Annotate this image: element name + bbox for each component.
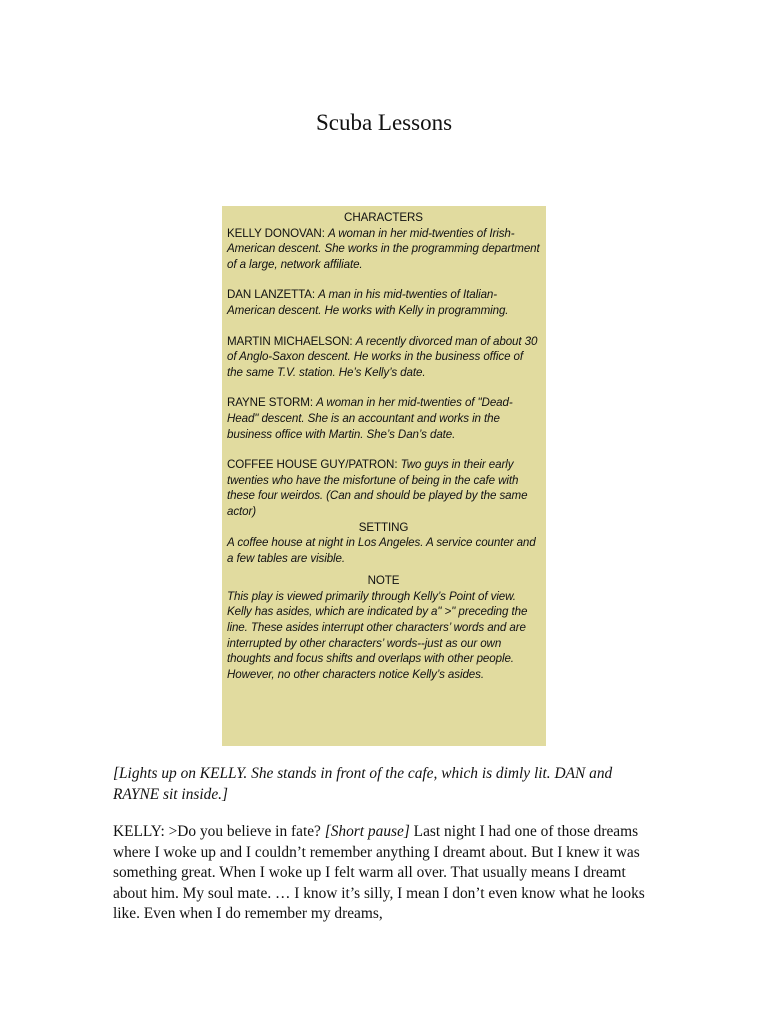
page-title: Scuba Lessons [315,110,453,135]
stage-pause: [Short pause] [324,823,410,840]
character-name: DAN LANZETTA: [227,288,319,302]
speaker-name: KELLY [113,823,161,840]
dialogue-paragraph [113,822,658,925]
note-heading: NOTE [367,574,400,588]
character-description: A woman in her mid-twenties of "Dead-Head" descent. She is an accountant and works in the business office with Martin. She’s Dan’s date. [227,396,513,441]
dialogue-text-rest: Last night I had one of those dreams where I woke up and I couldn’t remember anything I dreamt about. But I knew it was something great. When I woke up I felt warm all over. That usually means I dreamt about him. My soul mate. … I know it’s silly, I mean I don’t even know what he looks like. Even when I do remember my dreams, [113,823,645,923]
setting-heading: SETTING [358,520,409,534]
character-name: RAYNE STORM: [227,396,317,410]
characters-heading: CHARACTERS [344,211,423,224]
character-description: A woman in her mid-twenties of Irish-American descent. She works in the programming department of a large, network affiliate. [227,226,540,271]
character-name: MARTIN MICHAELSON: [227,334,356,348]
dialogue-text-open: : >Do you believe in fate? [160,823,325,840]
character-name: COFFEE HOUSE GUY/PATRON: [227,458,401,472]
character-entry [227,226,540,273]
character-entry [227,334,540,381]
setting-text: A coffee house at night in Los Angeles. A service counter and a few tables are visible. [227,536,536,565]
character-description: A recently divorced man of about 30 of Anglo-Saxon descent. He works in the business office of the same T.V. station. He’s Kelly’s date. [227,334,538,379]
note-text: This play is viewed primarily through Kelly’s Point of view. Kelly has asides, which are indicated by a" >" preceding the line. These asides interrupt other characters’ words and are interrupted by other characters’ words--just as our own thoughts and focus shifts and overlaps with other people. However, no other characters notice Kelly’s asides. [227,589,528,681]
character-list-box [222,206,546,746]
character-description: Two guys in their early twenties who have the misfortune of being in the cafe with these four weirdos. (Can and should be played by the same actor) [227,458,528,518]
stage-direction: [Lights up on KELLY. She stands in front of the cafe, which is dimly lit. DAN and RAYNE sit inside.] [113,765,613,803]
character-entry [227,287,540,318]
character-description: A man in his mid-twenties of Italian-American descent. He works with Kelly in programming. [227,288,509,317]
character-name: KELLY DONOVAN: [227,226,328,240]
character-entry [227,457,540,519]
character-entry [227,395,540,442]
